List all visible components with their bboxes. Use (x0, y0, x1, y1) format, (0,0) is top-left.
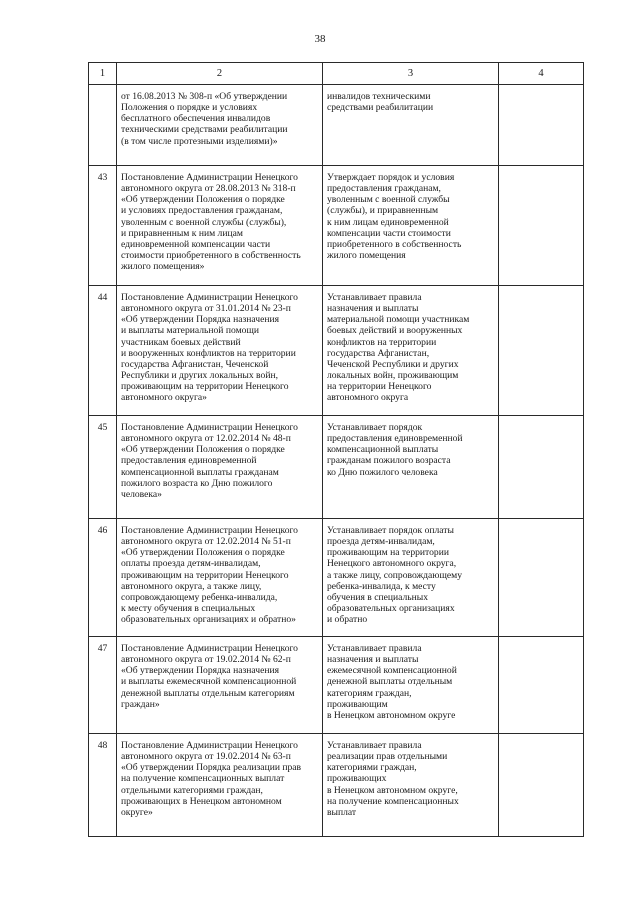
note-cell (499, 637, 584, 734)
legal-acts-table (88, 62, 584, 837)
table-row (89, 286, 584, 416)
note-cell (499, 734, 584, 837)
row-number: 47 (89, 637, 117, 734)
document-cell: Постановление Администрации Ненецкого автономного округа от 28.08.2013 № 318-п «Об утверждении Положения о порядке и условиях предоставления гражданам, уволенным с военной службы (службы), и приравненным к ним лицам единовременной компенсации части стоимости приобретенного в собственность жилого помещения» (117, 166, 323, 286)
description-cell: Устанавливает порядок предоставления единовременной компенсационной выплаты гражданам пожилого возраста ко Дню пожилого человека (323, 416, 499, 519)
column-header: 1 (89, 63, 117, 85)
description-cell: инвалидов техническими средствами реабилитации (323, 85, 499, 166)
description-cell: Устанавливает правила назначения и выплаты ежемесячной компенсационной денежной выплаты отдельным категориям граждан, проживающим в Ненецком автономном округе (323, 637, 499, 734)
document-cell: Постановление Администрации Ненецкого автономного округа от 19.02.2014 № 63-п «Об утверждении Порядка реализации прав на получение компенсационных выплат отдельными категориями граждан, проживающих в Ненецком автономном округе» (117, 734, 323, 837)
description-cell: Устанавливает правила реализации прав отдельными категориями граждан, проживающих в Ненецком автономном округе, на получение компенсационных выплат (323, 734, 499, 837)
row-number: 45 (89, 416, 117, 519)
note-cell (499, 166, 584, 286)
row-number: 46 (89, 519, 117, 637)
table-row (89, 416, 584, 519)
table-header-row (89, 63, 584, 85)
column-header: 4 (499, 63, 584, 85)
note-cell (499, 85, 584, 166)
document-cell: от 16.08.2013 № 308-п «Об утверждении Положения о порядке и условиях бесплатного обеспечения инвалидов техническими средствами реабилитации (в том числе протезными изделиями)» (117, 85, 323, 166)
table-row (89, 166, 584, 286)
column-header: 2 (117, 63, 323, 85)
note-cell (499, 416, 584, 519)
description-cell: Устанавливает правила назначения и выплаты материальной помощи участникам боевых действий и вооруженных конфликтов на территории государства Афганистан, Чеченской Республики и других локальных войн, проживающим на территории Ненецкого автономного округа (323, 286, 499, 416)
row-number: 48 (89, 734, 117, 837)
note-cell (499, 286, 584, 416)
table-row (89, 519, 584, 637)
row-number (89, 85, 117, 166)
description-cell: Устанавливает порядок оплаты проезда детям-инвалидам, проживающим на территории Ненецкого автономного округа, а также лицу, сопровождающему ребенка-инвалида, к месту обучения в специальных образовательных организациях и обратно (323, 519, 499, 637)
document-cell: Постановление Администрации Ненецкого автономного округа от 12.02.2014 № 48-п «Об утверждении Положения о порядке предоставления единовременной компенсационной выплаты гражданам пожилого возраста ко Дню пожилого человека» (117, 416, 323, 519)
table-row (89, 85, 584, 166)
document-cell: Постановление Администрации Ненецкого автономного округа от 19.02.2014 № 62-п «Об утверждении Порядка назначения и выплаты ежемесячной компенсационной денежной выплаты отдельным категориям граждан» (117, 637, 323, 734)
row-number: 44 (89, 286, 117, 416)
document-cell: Постановление Администрации Ненецкого автономного округа от 31.01.2014 № 23-п «Об утверждении Порядка назначения и выплаты материальной помощи участникам боевых действий и вооруженных конфликтов на территории государства Афганистан, Чеченской Республики и других локальных войн, проживающим на территории Ненецкого автономного округа» (117, 286, 323, 416)
page-number: 38 (314, 33, 326, 45)
table-row (89, 734, 584, 837)
note-cell (499, 519, 584, 637)
table-row (89, 637, 584, 734)
document-cell: Постановление Администрации Ненецкого автономного округа от 12.02.2014 № 51-п «Об утверждении Положения о порядке оплаты проезда детям-инвалидам, проживающим на территории Ненецкого автономного округа, а также лицу, сопровождающему ребенка-инвалида, к месту обучения в специальных образовательных организациях и обратно» (117, 519, 323, 637)
column-header: 3 (323, 63, 499, 85)
description-cell: Утверждает порядок и условия предоставления гражданам, уволенным с военной службы (службы), и приравненным к ним лицам единовременной компенсации части стоимости приобретенного в собственность жилого помещения (323, 166, 499, 286)
row-number: 43 (89, 166, 117, 286)
